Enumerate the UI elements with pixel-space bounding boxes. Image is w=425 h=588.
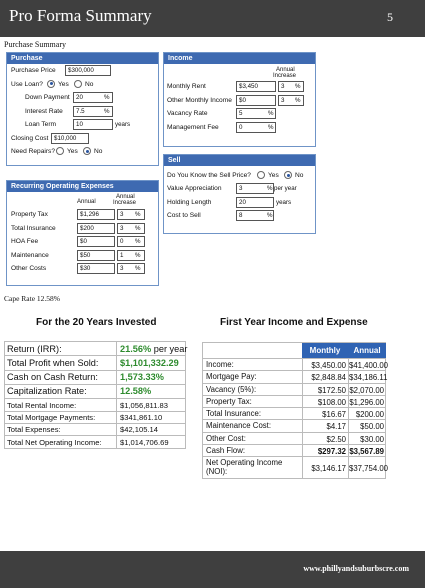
other-income-row: [164, 94, 315, 108]
purchase-summary-heading: Purchase Summary: [4, 40, 66, 49]
fy-insurance-row: [203, 407, 385, 419]
fy-maintenance-monthly: $4.17: [302, 420, 348, 431]
cash-on-cash-value: 1,573.33%: [116, 371, 164, 384]
monthly-rent-input[interactable]: $3,450: [236, 81, 276, 92]
rental-income-row: [4, 399, 186, 411]
maintenance-increase-unit: %: [135, 251, 141, 259]
other-costs-label: Other Costs: [11, 265, 47, 272]
fy-other-cost-annual: $30.00: [348, 433, 386, 444]
use-loan-yes-label: Yes: [58, 80, 69, 88]
total-profit-row: [4, 356, 186, 370]
monthly-rent-row: [164, 80, 315, 94]
interest-rate-row: [7, 105, 158, 119]
recurring-row-property-tax: [7, 208, 158, 222]
mortgage-payments-value: $341,861.10: [116, 412, 162, 423]
down-payment-row: [7, 91, 158, 105]
fy-insurance-annual: $200.00: [348, 408, 386, 419]
management-fee-input[interactable]: 0: [236, 122, 276, 133]
hoa-label: HOA Fee: [11, 238, 39, 245]
use-loan-yes-radio[interactable]: [47, 80, 55, 88]
recurring-row-hoa: [7, 235, 158, 249]
total-profit-value: $1,101,332.29: [116, 356, 179, 369]
fy-maintenance-label: Maintenance Cost:: [206, 421, 272, 431]
fy-insurance-label: Total Insurance:: [206, 409, 262, 419]
interest-rate-label: Interest Rate: [25, 107, 63, 115]
fy-cash-flow-annual: $3,567.89: [349, 447, 384, 457]
maintenance-increase-input[interactable]: 1: [117, 250, 145, 261]
vacancy-rate-row: [164, 107, 315, 121]
income-col-headers: [164, 64, 315, 80]
hoa-increase-input[interactable]: 0: [117, 236, 145, 247]
hoa-increase-unit: %: [135, 238, 141, 245]
insurance-increase-unit: %: [135, 224, 141, 232]
value-appreciation-unit: per year: [274, 185, 297, 192]
need-repairs-label: Need Repairs?: [11, 148, 55, 155]
cap-rate-label: Capitalization Rate:: [7, 386, 87, 397]
fy-cash-flow-monthly: $297.32: [302, 445, 348, 456]
recurring-expenses-title: Recurring Operating Expenses: [7, 181, 158, 192]
page-header: [0, 0, 425, 37]
page-title: Pro Forma Summary: [9, 6, 152, 25]
interest-rate-unit: %: [104, 107, 110, 115]
col-monthly-header: Monthly: [302, 343, 348, 358]
fy-vacancy-row: [203, 383, 385, 395]
fy-income-annual: $41,400.00: [349, 361, 389, 370]
property-tax-input[interactable]: $1,296: [77, 209, 115, 220]
closing-cost-input[interactable]: $10,000: [51, 133, 89, 144]
fy-maintenance-row: [203, 419, 385, 431]
need-repairs-yes-radio[interactable]: [56, 147, 64, 155]
use-loan-no-label: No: [85, 80, 94, 88]
invested-table: [4, 341, 186, 449]
need-repairs-no-label: No: [94, 148, 103, 155]
irr-row: [4, 342, 186, 356]
sell-price-no-label: No: [295, 172, 304, 179]
monthly-rent-increase-unit: %: [295, 83, 301, 90]
invested-title: For the 20 Years Invested: [36, 317, 157, 328]
first-year-title: First Year Income and Expense: [220, 317, 368, 328]
fy-noi-row: [203, 456, 389, 478]
property-tax-label: Property Tax: [11, 211, 48, 218]
closing-cost-label: Closing Cost: [11, 134, 49, 142]
rental-income-label: Total Rental Income:: [7, 400, 77, 410]
value-appreciation-label: Value Appreciation: [167, 185, 222, 192]
irr-label: Return (IRR):: [7, 343, 62, 354]
irr-value: [116, 342, 187, 355]
value-appreciation-input[interactable]: 3: [236, 183, 274, 194]
cap-rate-row: [4, 385, 186, 399]
fy-property-tax-annual: $1,296.00: [349, 397, 384, 407]
sell-panel-title: Sell: [164, 155, 315, 166]
vacancy-rate-unit: %: [268, 110, 274, 117]
purchase-price-row: [7, 64, 158, 78]
other-income-label: Other Monthly Income: [167, 96, 232, 104]
sell-price-known-label: Do You Know the Sell Price?: [167, 172, 251, 179]
recurring-col-headers: [7, 192, 158, 208]
fy-other-cost-row: [203, 432, 385, 444]
other-income-increase-unit: %: [295, 96, 301, 104]
property-tax-increase-unit: %: [135, 211, 141, 218]
loan-term-row: [7, 118, 158, 132]
total-expenses-row: [4, 424, 186, 436]
down-payment-label: Down Payment: [25, 94, 70, 101]
fy-noi-monthly: $3,146.17: [302, 457, 348, 478]
sell-panel: [163, 154, 316, 234]
value-appreciation-pct: %: [267, 185, 273, 192]
value-appreciation-row: [164, 182, 315, 196]
page-footer: [0, 551, 425, 588]
fy-property-tax-monthly: $108.00: [302, 396, 348, 407]
fy-other-cost-label: Other Cost:: [206, 433, 246, 443]
irr-suffix: per year: [151, 343, 188, 354]
fy-mortgage-annual: $34,186.11: [349, 373, 388, 383]
recurring-row-insurance: [7, 222, 158, 236]
sell-price-yes-radio[interactable]: [257, 171, 265, 179]
income-col-annual: Annual: [276, 67, 295, 73]
maintenance-input[interactable]: $50: [77, 250, 115, 261]
holding-length-row: [164, 196, 315, 210]
fy-cash-flow-row: [203, 444, 385, 456]
other-costs-increase-unit: %: [135, 265, 141, 272]
fy-cash-flow-label: Cash Flow:: [206, 446, 245, 456]
vacancy-rate-label: Vacancy Rate: [167, 110, 208, 117]
fy-other-cost-monthly: $2.50: [302, 433, 348, 444]
cost-to-sell-unit: %: [267, 212, 273, 219]
loan-term-label: Loan Term: [25, 121, 57, 128]
income-col-increase: Increase: [273, 73, 297, 79]
recurring-expenses-panel: [6, 180, 159, 286]
need-repairs-yes-label: Yes: [67, 148, 78, 155]
fy-maintenance-annual: $50.00: [348, 420, 386, 431]
purchase-panel-title: Purchase: [7, 53, 158, 64]
total-noi-row: [4, 436, 186, 448]
fy-property-tax-label: Property Tax:: [206, 396, 252, 406]
sell-price-no-radio[interactable]: [284, 171, 292, 179]
income-panel-title: Income: [164, 53, 315, 64]
monthly-rent-increase-input[interactable]: 3: [278, 81, 304, 92]
need-repairs-no-radio[interactable]: [83, 147, 91, 155]
recurring-col-increase-top: Annual: [116, 194, 135, 200]
other-income-input[interactable]: $0: [236, 95, 276, 106]
purchase-price-label: Purchase Price: [11, 67, 56, 74]
fy-vacancy-label: Vacancy (5%):: [206, 384, 257, 394]
fy-mortgage-label: Mortgage Pay:: [206, 372, 257, 382]
property-tax-increase-input[interactable]: 3: [117, 209, 145, 220]
closing-cost-row: [7, 132, 158, 146]
insurance-increase-input[interactable]: 3: [117, 223, 145, 234]
sell-price-yes-label: Yes: [268, 172, 279, 179]
col-annual-header: Annual: [348, 343, 386, 358]
fy-mortgage-monthly: $2,848.84: [302, 371, 348, 382]
mortgage-payments-row: [4, 412, 186, 424]
down-payment-input[interactable]: 20: [73, 92, 113, 103]
page-number: 5: [387, 10, 393, 24]
mortgage-payments-label: Total Mortgage Payments:: [7, 413, 96, 423]
holding-length-input[interactable]: 20: [236, 197, 274, 208]
monthly-rent-label: Monthly Rent: [167, 83, 206, 90]
fy-income-monthly: $3,450.00: [302, 359, 348, 370]
recurring-row-other: [7, 262, 158, 276]
other-costs-increase-input[interactable]: 3: [117, 263, 145, 274]
recurring-col-annual: Annual: [77, 199, 96, 205]
income-panel: [163, 52, 316, 147]
fy-insurance-monthly: $16.67: [302, 408, 348, 419]
cost-to-sell-label: Cost to Sell: [167, 212, 201, 219]
first-year-table: [202, 342, 389, 479]
total-noi-value: $1,014,706.69: [116, 436, 169, 447]
management-fee-label: Management Fee: [167, 123, 219, 131]
total-profit-label: Total Profit when Sold:: [7, 357, 99, 368]
loan-term-input[interactable]: 10: [73, 119, 113, 130]
fy-noi-label: Net Operating Income (NOI):: [206, 458, 283, 476]
total-expenses-label: Total Expenses:: [7, 425, 61, 435]
fy-income-row: [203, 358, 389, 370]
footer-url[interactable]: www.phillyandsuburbscre.com: [303, 564, 409, 573]
rental-income-value: $1,056,811.83: [116, 399, 168, 410]
interest-rate-input[interactable]: 7.5: [73, 106, 113, 117]
maintenance-label: Maintenance: [11, 251, 49, 259]
total-noi-label: Total Net Operating Income:: [7, 437, 102, 447]
cap-rate-note: Cape Rate 12.58%: [4, 294, 61, 303]
insurance-label: Total Insurance: [11, 224, 56, 232]
hoa-input[interactable]: $0: [77, 236, 115, 247]
recurring-row-maintenance: [7, 249, 158, 263]
fy-property-tax-row: [203, 395, 385, 407]
need-repairs-row: [7, 145, 158, 159]
recurring-col-increase-bottom: Increase: [113, 200, 137, 206]
use-loan-row: [7, 78, 158, 92]
loan-term-unit: years: [115, 121, 131, 128]
total-expenses-value: $42,105.14: [116, 424, 158, 435]
sell-price-known-row: [164, 166, 315, 182]
cost-to-sell-row: [164, 209, 315, 223]
fy-vacancy-annual: $2,070.00: [349, 385, 384, 395]
fy-mortgage-row: [203, 370, 388, 383]
purchase-panel: [6, 52, 159, 166]
cap-rate-value: 12.58%: [116, 385, 151, 398]
fy-income-label: Income:: [206, 360, 234, 369]
management-fee-unit: %: [268, 123, 274, 131]
holding-length-label: Holding Length: [167, 198, 212, 206]
irr-percent: 21.56%: [120, 343, 152, 354]
vacancy-rate-input[interactable]: 5: [236, 108, 276, 119]
other-income-increase-input[interactable]: 3: [278, 95, 304, 106]
insurance-input[interactable]: $200: [77, 223, 115, 234]
cost-to-sell-input[interactable]: 8: [236, 210, 274, 221]
management-fee-row: [164, 121, 315, 135]
first-year-header-row: [203, 343, 385, 358]
cash-on-cash-label: Cash on Cash Return:: [7, 372, 98, 383]
down-payment-unit: %: [104, 94, 110, 101]
other-costs-input[interactable]: $30: [77, 263, 115, 274]
use-loan-label: Use Loan?: [11, 80, 43, 88]
fy-vacancy-monthly: $172.50: [302, 384, 348, 395]
use-loan-no-radio[interactable]: [74, 80, 82, 88]
fy-noi-annual: $37,754.00: [348, 457, 386, 478]
purchase-price-input[interactable]: $300,000: [65, 65, 111, 76]
cash-on-cash-row: [4, 371, 186, 385]
holding-length-unit: years: [276, 198, 292, 206]
